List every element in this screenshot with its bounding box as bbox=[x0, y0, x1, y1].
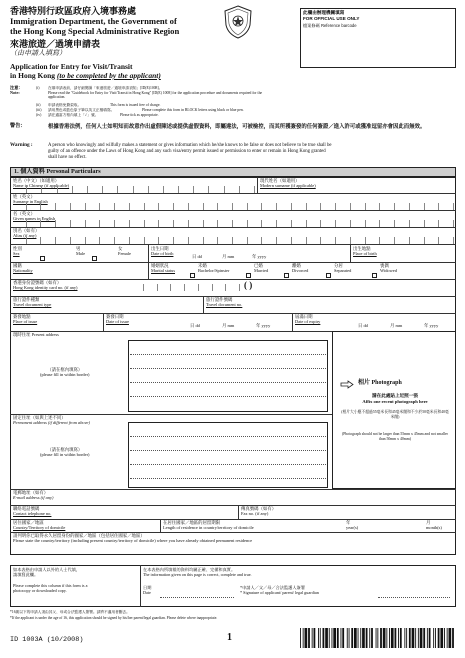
length-label: 在居住國家／地區的居留期限 Length of residence in country/territory of domicile bbox=[163, 520, 254, 530]
warning-en-3: shall have no effect. bbox=[48, 155, 87, 160]
note-iii-en: Please complete this form in BLOCK letters using black or blue pen. bbox=[142, 108, 244, 112]
photo-size-en: (Photograph should not be larger than 55mm x 45mm and not smaller than 50mm x 40mm) bbox=[342, 432, 448, 442]
doe-yyyy[interactable]: 年 yyyy bbox=[424, 323, 439, 328]
perm-address-label: 固定住址（如與上述不同） Permanent address (if different from above) bbox=[13, 415, 90, 425]
divorced-label: 離婚 Divorced bbox=[292, 263, 309, 273]
given-names-input[interactable] bbox=[12, 220, 454, 227]
section-1-title-wrap bbox=[14, 169, 101, 176]
nationality-label: 國籍 Nationality bbox=[13, 263, 33, 273]
note-iv-en: Please tick as appropriate. bbox=[120, 113, 159, 117]
domicile-label: 居住國家／地區 Country/Territory of domicile bbox=[13, 520, 66, 530]
note-iv-zh: 請在適當方格內填上「✓」號。 bbox=[48, 113, 99, 117]
section-1-title-zh: 個人資料 bbox=[20, 168, 45, 175]
footnote-zh: *16歲以下的申請人須由其父、母或合法監護人簽署。請將不適用者刪去。 bbox=[10, 610, 130, 614]
poi-label: 簽發地點 Place of issue bbox=[13, 314, 38, 324]
hand-pointer-icon bbox=[340, 380, 354, 389]
note-ii-zh: 申請表格免費索取。 bbox=[48, 103, 82, 107]
email-label: 電郵地址（如有） E-mail address (if any) bbox=[13, 490, 54, 500]
pr-countries-label: 請列明你已取得永久居留身份的國家／地區（包括居住國家／地區） Please state the country/territory (including present country/territory of domicile) where you have already obtained permanent residence bbox=[13, 533, 253, 543]
marital-label: 婚姻狀況 Marital status bbox=[151, 263, 176, 273]
form-title-en-line2-wrap bbox=[10, 72, 161, 80]
female-checkbox[interactable] bbox=[92, 249, 97, 267]
td-type-label: 旅行證件種類 Travel document type bbox=[13, 297, 52, 307]
divorced-checkbox[interactable] bbox=[284, 266, 289, 284]
photo-title: 相片 Photograph bbox=[358, 380, 402, 386]
doi-dd[interactable]: 日 dd bbox=[190, 323, 200, 328]
note-i-en: Please read the "Guidebook for Entry for Visit/Transit in Hong Kong" [ID(E) 1008] for the application procedure and documents required for the application. bbox=[48, 91, 263, 100]
note-iii-zh: 請用黑色或藍色原子筆以英文正楷填寫。 bbox=[48, 108, 115, 112]
warning-label-en: Warning : bbox=[10, 142, 33, 148]
official-ref-zh: 檔案條碼 bbox=[303, 23, 320, 28]
warning-en-1: A person who knowingly and wilfully makes a statement or gives information which he/she knows to be false or does not believe to be true shall be bbox=[48, 143, 332, 148]
official-title-zh: 此欄由辦理機關填寫 bbox=[303, 10, 345, 15]
footer-left-en: Please complete this column if this form is a photocopy or downloaded copy. bbox=[13, 583, 88, 593]
date-label: 日期 Date bbox=[143, 585, 152, 595]
note-ii-no: (ii) bbox=[36, 103, 41, 107]
separated-label: 分居 Separated bbox=[334, 263, 352, 273]
official-ref-en: Reference barcode bbox=[320, 23, 357, 28]
form-title-en-line3: (to be completed by the applicant) bbox=[56, 71, 161, 80]
alias-input[interactable] bbox=[12, 237, 454, 244]
official-title-en: FOR OFFICIAL USE ONLY bbox=[303, 16, 360, 21]
warning-label-zh: 警告： bbox=[10, 123, 26, 129]
given-names-label: 名（英文） Given names in English bbox=[13, 211, 56, 221]
dob-dd[interactable]: 日 dd bbox=[192, 254, 202, 259]
form-title-en-line2: in Hong Kong bbox=[10, 71, 56, 80]
photo-size-zh: (相片大小應不超過55毫米長和45毫米闊和不少於50毫米長和40毫米闊) bbox=[341, 410, 449, 420]
present-fill-hint: （請在框內填寫） (please fill in within border) bbox=[40, 367, 90, 377]
doe-dd[interactable]: 日 dd bbox=[358, 323, 368, 328]
barcode-icon bbox=[300, 628, 456, 648]
alias-label: 別名（如有） Alias (if any) bbox=[13, 228, 40, 238]
signature-label: *申請人／父／母／合法監護人簽署 * Signature of applicant/ parent/ legal guardian bbox=[240, 585, 319, 595]
year-label: 年 year(s) bbox=[346, 520, 359, 530]
warning-en-2: guilty of an offence under the Laws of Hong Kong and any such visa/entry permit issued or permission to enter or remain in Hong Kong granted bbox=[48, 149, 326, 154]
photo-attach: 請在此處貼上近照一張 Affix one recent photograph here bbox=[362, 393, 428, 404]
form-title-zh-sub: （由申請人填寫） bbox=[10, 49, 66, 57]
title-en-line2: the Hong Kong Special Administrative Region bbox=[10, 26, 180, 36]
td-no-label: 旅行證件號碼 Travel document no. bbox=[206, 297, 243, 307]
form-number: ID 1003A (10/2008) bbox=[10, 636, 84, 644]
dob-label: 出生日期 Date of birth bbox=[151, 246, 174, 256]
hkid-label: 香港身份證號碼（如有） Hong Kong identity card no. (if any) bbox=[13, 280, 78, 290]
modern-surname-label: 現代姓名（如適用） Modern surname (if applicable) bbox=[260, 178, 316, 188]
separated-checkbox[interactable] bbox=[326, 266, 331, 284]
notes-label-en: Note: bbox=[10, 90, 20, 95]
note-i-no: (i) bbox=[36, 86, 40, 90]
pob-label: 出生地點 Place of birth bbox=[353, 246, 377, 256]
section-1-no: 1. bbox=[14, 168, 19, 175]
doi-label: 簽發日期 Date of issue bbox=[106, 314, 129, 324]
widowed-checkbox[interactable] bbox=[372, 266, 377, 284]
dob-yyyy[interactable]: 年 yyyy bbox=[252, 254, 267, 259]
single-checkbox[interactable] bbox=[190, 266, 195, 284]
male-label: 男 Male bbox=[76, 246, 86, 256]
female-label: 女 Female bbox=[118, 246, 131, 256]
title-en-line1: Immigration Department, the Government of bbox=[10, 16, 177, 26]
doi-mm[interactable]: 月 mm bbox=[222, 323, 235, 328]
sex-label: 性別 Sex bbox=[13, 246, 22, 256]
month-label: 月 month(s) bbox=[426, 520, 442, 530]
name-zh-input[interactable] bbox=[12, 186, 255, 193]
note-iv-no: (iv) bbox=[36, 113, 42, 117]
surname-label: 姓（英文） Surname in English bbox=[13, 194, 48, 204]
form-title-en-line1: Application for Entry for Visit/Transit bbox=[10, 62, 133, 71]
fax-label: 傳真號碼（如有） Fax no. (if any) bbox=[241, 506, 277, 516]
footnote-en: *If the applicant is under the age of 16, this application should be signed by his/her parent/legal guardian. Please delete where inappropriate. bbox=[10, 616, 218, 620]
note-ii-en: This form is issued free of charge. bbox=[110, 103, 161, 107]
widowed-label: 喪偶 Widowed bbox=[380, 263, 397, 273]
page-number: 1 bbox=[227, 632, 232, 643]
doe-label: 屆滿日期 Date of expiry bbox=[295, 314, 321, 324]
section-1-title-en: Personal Particulars bbox=[46, 168, 101, 175]
doi-yyyy[interactable]: 年 yyyy bbox=[256, 323, 271, 328]
official-ref-wrap bbox=[303, 24, 357, 28]
form-title-zh: 來港旅遊／過境申請表 bbox=[10, 39, 101, 49]
hkid-input[interactable] bbox=[130, 284, 240, 291]
present-address-label: 現時住址 Present address bbox=[13, 332, 59, 337]
dob-mm[interactable]: 月 mm bbox=[222, 254, 235, 259]
married-label: 已婚 Married bbox=[254, 263, 269, 273]
signature-input[interactable] bbox=[378, 597, 450, 598]
notes-label-zh: 注意： bbox=[10, 85, 23, 90]
perm-fill-hint: （請在框內填寫） (please fill in within border) bbox=[40, 447, 90, 457]
present-address-input[interactable] bbox=[128, 340, 328, 412]
declaration-text: 在本表格內所填報的資料均屬正確、完備和真實。 The information given on this page is correct, complete and true. bbox=[143, 567, 252, 577]
note-iii-no: (iii) bbox=[36, 108, 42, 112]
title-zh: 香港特別行政區政府入境事務處 bbox=[10, 6, 137, 16]
hkid-check-digit[interactable]: ( ) bbox=[244, 280, 253, 290]
male-checkbox[interactable] bbox=[40, 249, 45, 267]
surname-input[interactable] bbox=[12, 203, 454, 210]
doe-mm[interactable]: 月 mm bbox=[390, 323, 403, 328]
single-label: 未婚 Bachelor/Spinster bbox=[198, 263, 230, 273]
footer-left-zh: 如本表格由申請人以外的人士代填， 請填寫此欄。 bbox=[13, 567, 81, 577]
name-zh-label: 姓名（中文）（如適用） Name in Chinese (if applicable) bbox=[13, 178, 70, 188]
warning-zh: 根據香港法例，任何人士如明知而故意作出虛假陳述或提供虛假資料，即屬違法，可被檢控，而其所獲簽發的任何簽證／進入許可或獲准逗留亦會因此而無效。 bbox=[48, 124, 426, 130]
date-input[interactable] bbox=[160, 597, 234, 598]
immigration-emblem-icon bbox=[222, 5, 254, 39]
tel-label: 聯絡電話號碼 Contact telephone no. bbox=[13, 506, 52, 516]
note-i-zh: 在填申請表前，請仔細閱讀「來港旅遊／過境申請須知」[ID(E)1008]。 bbox=[48, 86, 163, 90]
